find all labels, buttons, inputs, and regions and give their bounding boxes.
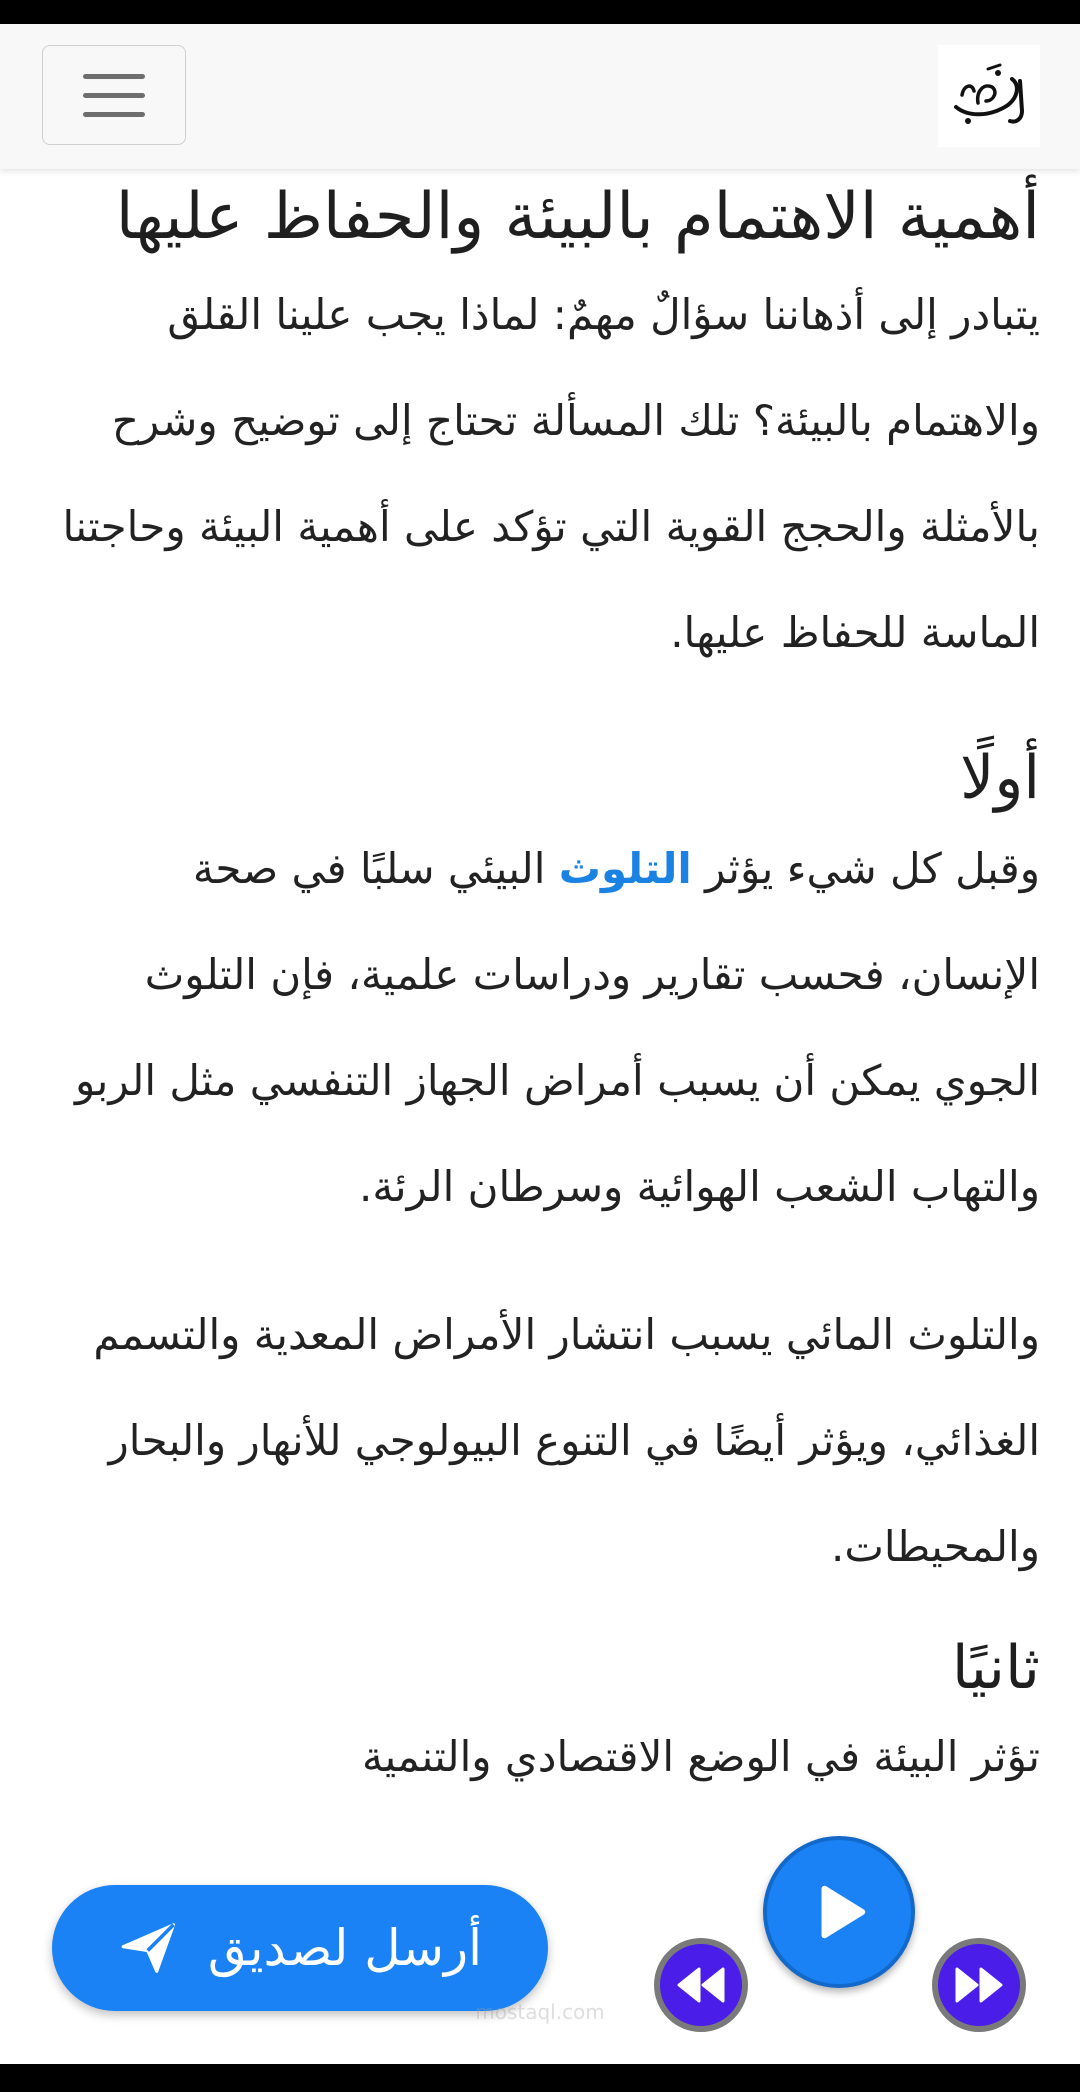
fast-forward-icon xyxy=(953,1965,1005,2005)
article-title: أهمية الاهتمام بالبيئة والحفاظ عليها xyxy=(115,180,1040,254)
rewind-button[interactable] xyxy=(654,1938,748,2032)
article-content xyxy=(50,174,1040,1810)
section1-paragraph2: والتلوث المائي يسبب انتشار الأمراض المعدية والتسمم الغذائي، ويؤثر أيضًا في التنوع البيولوجي للأنهار والبحار والمحيطات. xyxy=(93,1310,1040,1571)
page xyxy=(0,24,1080,2064)
section1-paragraph1 xyxy=(50,816,1040,1240)
hamburger-menu-icon-line xyxy=(83,93,145,98)
menu-toggle-button[interactable] xyxy=(42,45,186,145)
play-button[interactable] xyxy=(763,1836,915,1988)
section-heading-second: ثانيًا xyxy=(951,1633,1040,1703)
send-to-friend-button[interactable] xyxy=(52,1885,548,2011)
hamburger-menu-icon xyxy=(83,74,145,79)
rewind-icon xyxy=(675,1965,727,2005)
send-to-friend-label: أرسل لصديق xyxy=(207,1919,483,1977)
section1-text-after-link: البيئي سلبًا في صحة الإنسان، فحسب تقارير ودراسات علمية، فإن التلوث الجوي يمكن أن يسبب أمراض الجهاز التنفسي مثل الربو والتهاب الشعب الهوائية وسرطان الرئة. xyxy=(74,844,1040,1211)
site-logo[interactable] xyxy=(938,45,1040,147)
fast-forward-button[interactable] xyxy=(932,1938,1026,2032)
navbar xyxy=(0,24,1080,169)
section2-paragraph1: تؤثر البيئة في الوضع الاقتصادي والتنمية xyxy=(361,1732,1040,1781)
logo-calligraphy-icon xyxy=(938,45,1040,147)
watermark: mostaql.com xyxy=(475,2000,605,2024)
section1-text-before-link: وقبل كل شيء يؤثر xyxy=(691,844,1040,893)
section-heading-first: أولًا xyxy=(960,743,1040,813)
paper-plane-icon xyxy=(118,1917,180,1979)
article-intro: يتبادر إلى أذهاننا سؤالٌ مهمٌ: لماذا يجب علينا القلق والاهتمام بالبيئة؟ تلك المسألة تحتاج إلى توضيح وشرح بالأمثلة والحجج القوية التي تؤكد على أهمية البيئة وحاجتنا الماسة للحفاظ عليها. xyxy=(62,290,1040,657)
pollution-link[interactable]: التلوث xyxy=(558,844,692,893)
hamburger-menu-icon-line xyxy=(83,112,145,117)
play-icon xyxy=(804,1877,874,1947)
